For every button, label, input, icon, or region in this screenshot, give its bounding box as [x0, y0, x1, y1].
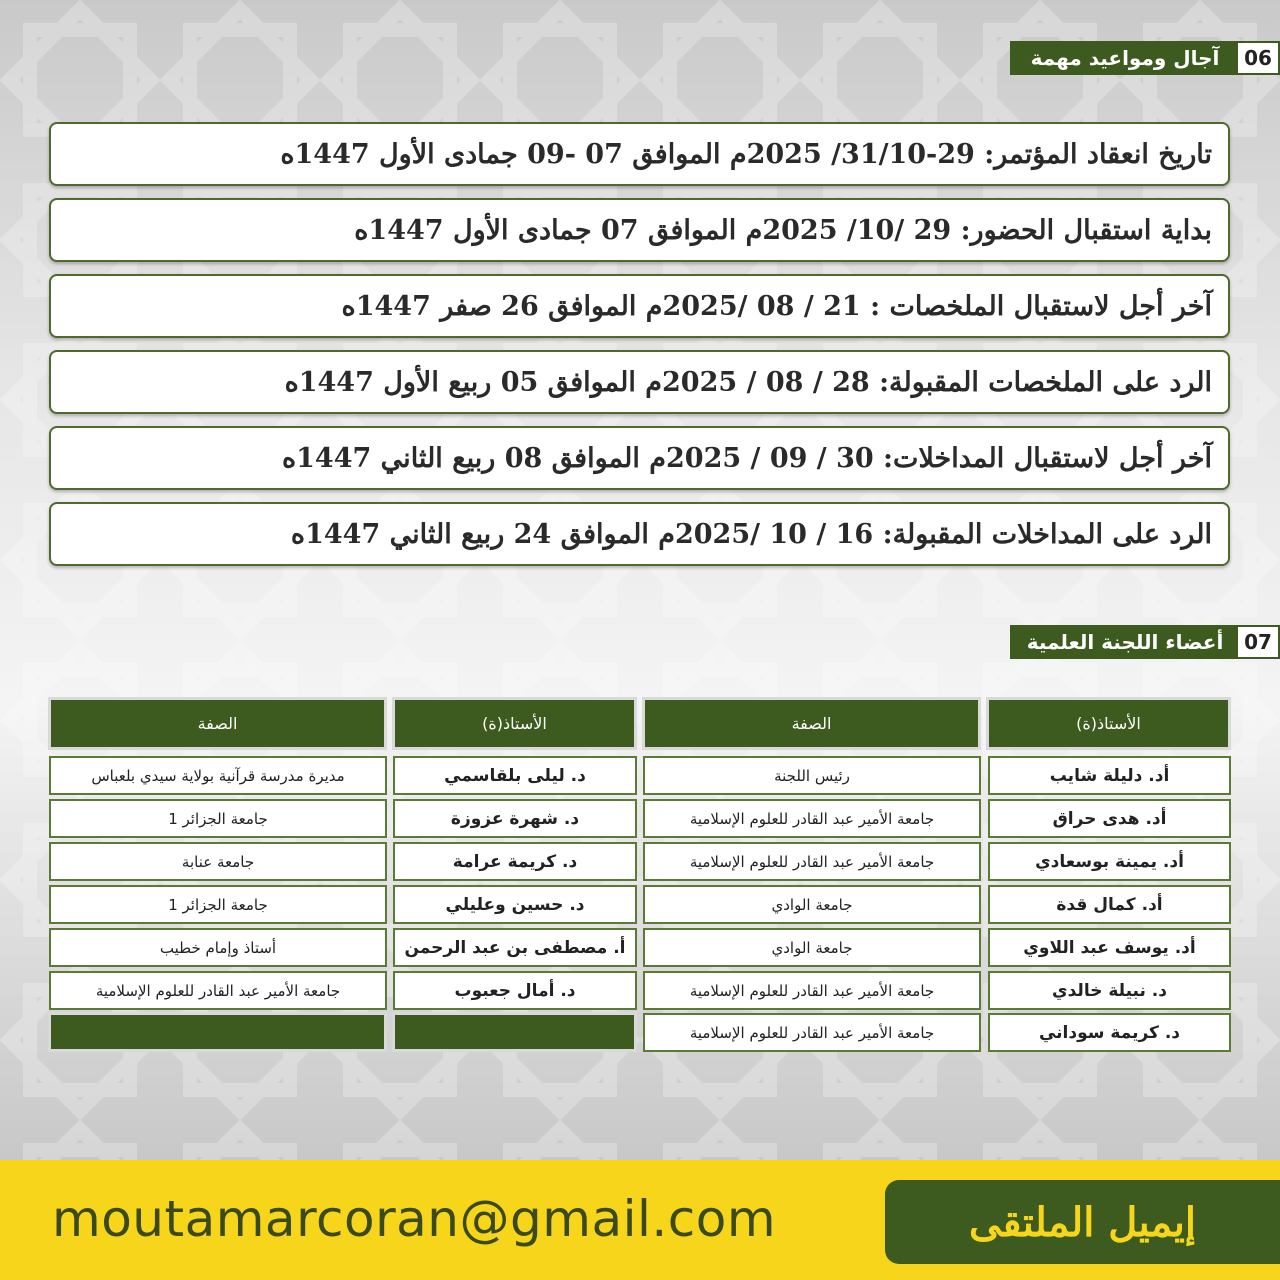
committee-role: جامعة الأمير عبد القادر للعلوم الإسلامية [643, 799, 981, 838]
committee-name: د. كريمة عرامة [393, 842, 637, 881]
header-professor-left: الأستاذ(ة) [392, 697, 637, 750]
committee-name: أد. يمينة بوسعادي [988, 842, 1231, 881]
committee-role: جامعة الجزائر 1 [49, 799, 387, 838]
deadline-row: الرد على الملخصات المقبولة: 28 / 08 / 2025م الموافق 05 ربيع الأول 1447ه [49, 350, 1230, 414]
section-07-title: أعضاء اللجنة العلمية [1012, 627, 1238, 657]
email-label: إيميل الملتقى [885, 1180, 1280, 1264]
committee-name: أد. دليلة شايب [988, 756, 1231, 795]
empty-filler-cell [48, 1012, 387, 1052]
committee-name: د. أمال جعبوب [393, 971, 637, 1010]
committee-name: أد. هدى حراق [988, 799, 1231, 838]
section-07-header [1010, 625, 1280, 659]
committee-name: أد. كمال قدة [988, 885, 1231, 924]
committee-name: أد. يوسف عبد اللاوي [988, 928, 1231, 967]
deadline-row: بداية استقبال الحضور: 29 /10/ 2025م الموافق 07 جمادى الأول 1447ه [49, 198, 1230, 262]
committee-role: جامعة الأمير عبد القادر للعلوم الإسلامية [643, 842, 981, 881]
section-06-title: آجال ومواعيد مهمة [1012, 43, 1238, 73]
committee-role: مديرة مدرسة قرآنية بولاية سيدي بلعباس [49, 756, 387, 795]
section-06-header [1010, 41, 1280, 75]
committee-role: جامعة الأمير عبد القادر للعلوم الإسلامية [643, 971, 981, 1010]
deadline-row: الرد على المداخلات المقبولة: 16 / 10 /2025م الموافق 24 ربيع الثاني 1447ه [49, 502, 1230, 566]
conference-email[interactable]: moutamarcoran@gmail.com [52, 1190, 777, 1248]
committee-role: جامعة الأمير عبد القادر للعلوم الإسلامية [643, 1013, 981, 1052]
section-06-number: 06 [1238, 43, 1278, 73]
committee-role: جامعة عنابة [49, 842, 387, 881]
committee-role: جامعة الجزائر 1 [49, 885, 387, 924]
deadline-row: آخر أجل لاستقبال المداخلات: 30 / 09 / 2025م الموافق 08 ربيع الثاني 1447ه [49, 426, 1230, 490]
committee-name: د. شهرة عزوزة [393, 799, 637, 838]
committee-name: د. ليلى بلقاسمي [393, 756, 637, 795]
section-07-number: 07 [1238, 627, 1278, 657]
header-role-right: الصفة [642, 697, 981, 750]
committee-role: جامعة الوادي [643, 885, 981, 924]
header-role-left: الصفة [48, 697, 387, 750]
committee-name: أ. مصطفى بن عبد الرحمن [393, 928, 637, 967]
committee-role: جامعة الوادي [643, 928, 981, 967]
committee-role: أستاذ وإمام خطيب [49, 928, 387, 967]
deadline-row: تاريخ انعقاد المؤتمر: 29-31/10/ 2025م الموافق 07 -09 جمادى الأول 1447ه [49, 122, 1230, 186]
committee-name: د. حسين وعليلي [393, 885, 637, 924]
deadline-row: آخر أجل لاستقبال الملخصات : 21 / 08 /2025م الموافق 26 صفر 1447ه [49, 274, 1230, 338]
header-professor-right: الأستاذ(ة) [986, 697, 1231, 750]
committee-name: د. كريمة سوداني [988, 1013, 1231, 1052]
empty-filler-cell [392, 1012, 637, 1052]
committee-name: د. نبيلة خالدي [988, 971, 1231, 1010]
committee-role: رئيس اللجنة [643, 756, 981, 795]
committee-role: جامعة الأمير عبد القادر للعلوم الإسلامية [49, 971, 387, 1010]
